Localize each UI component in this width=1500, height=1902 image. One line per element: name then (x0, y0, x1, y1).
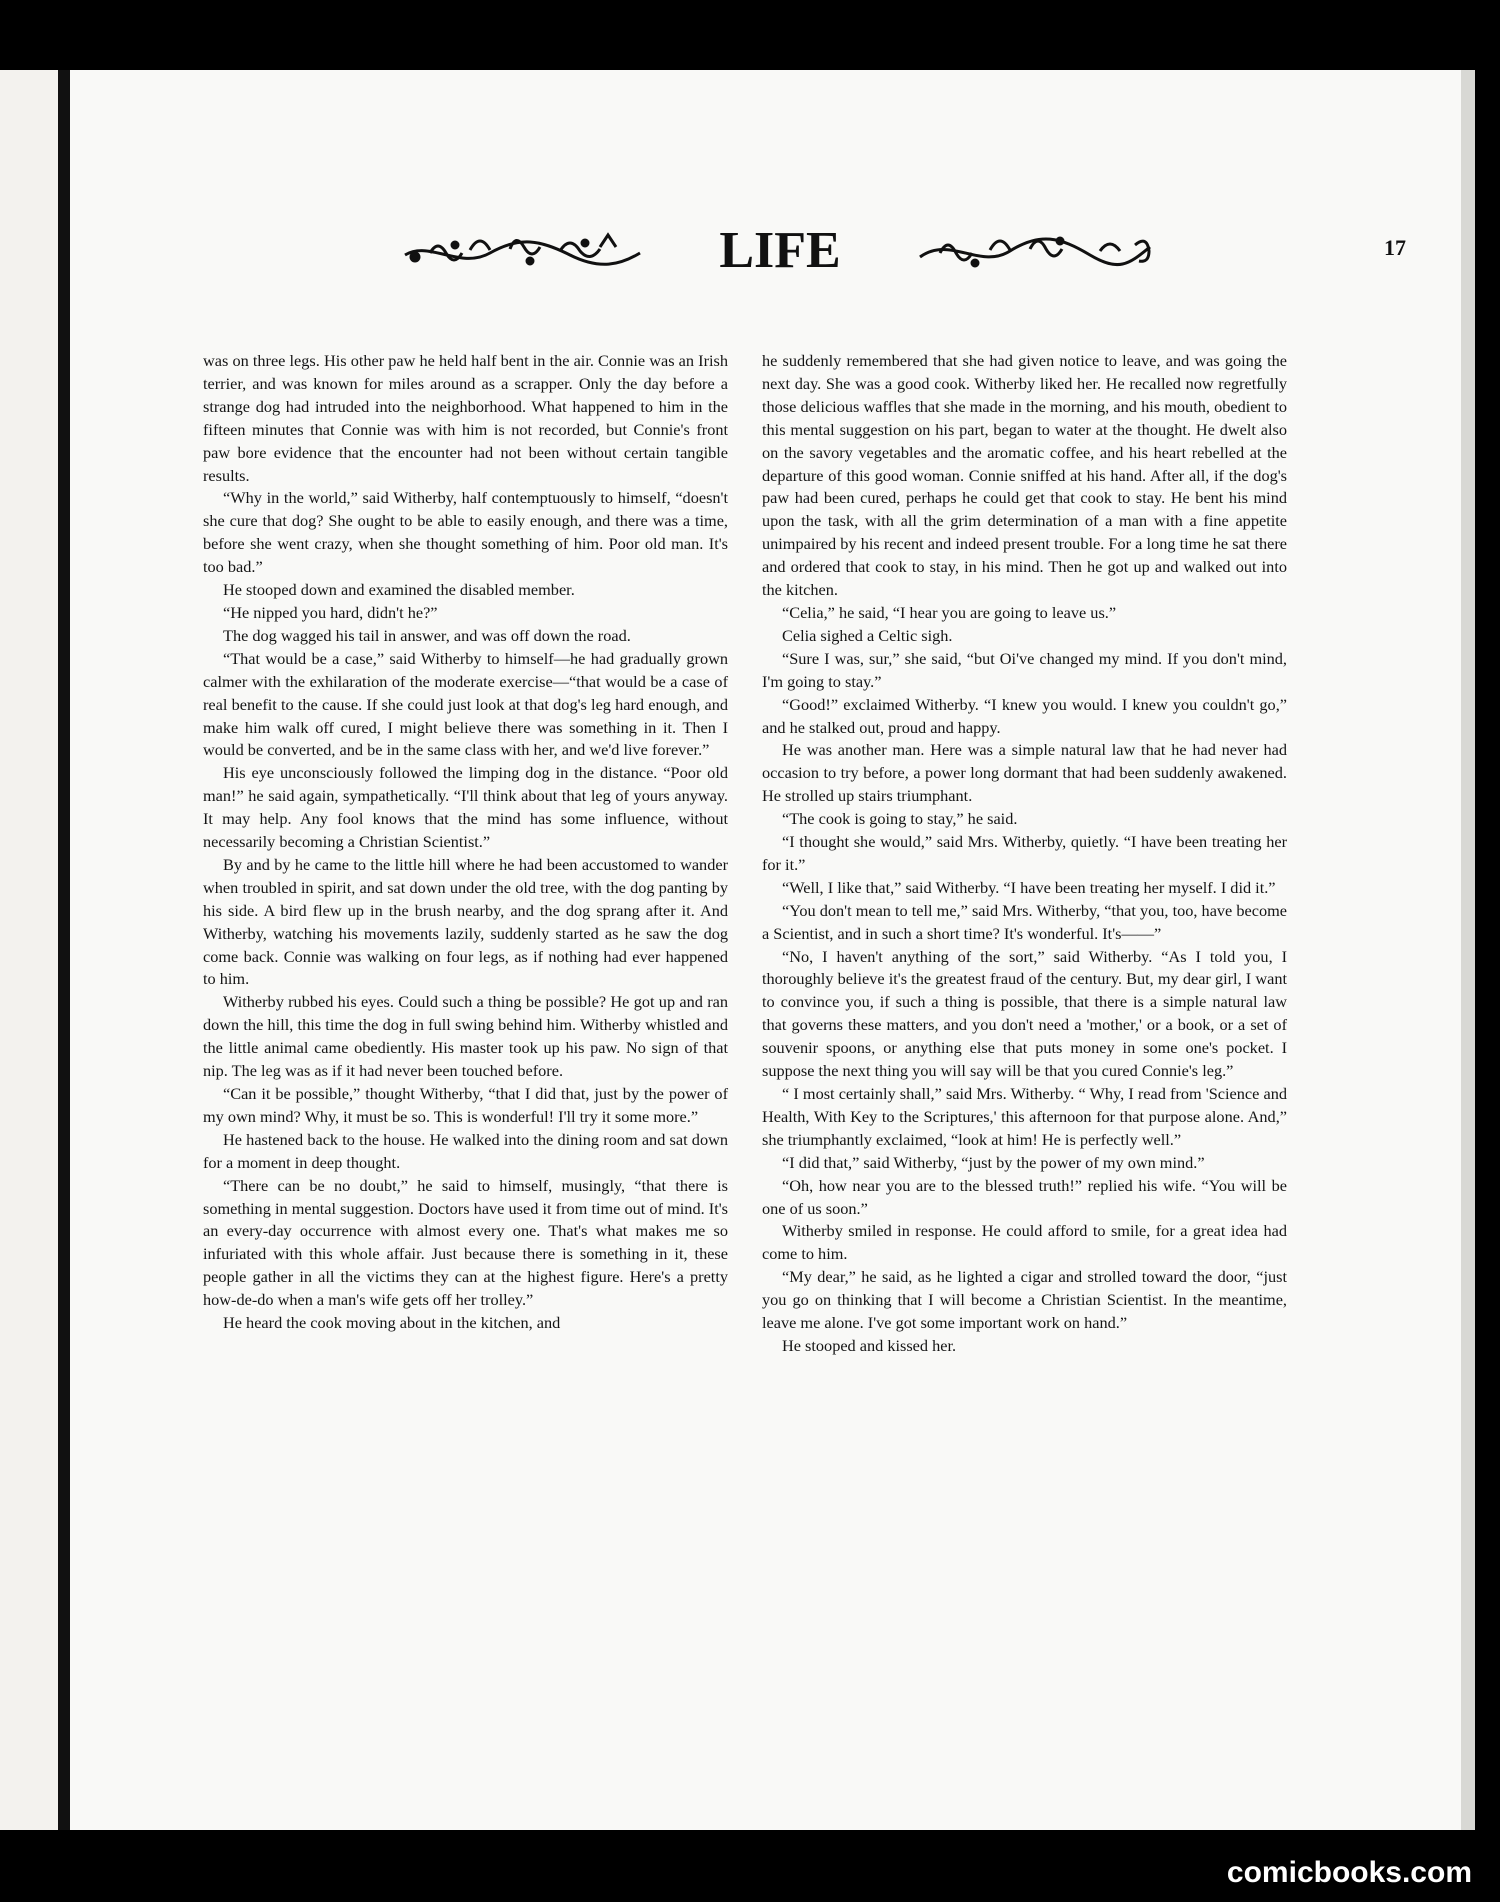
masthead-title: LIFE (719, 222, 841, 279)
paragraph: “My dear,” he said, as he lighted a cigar and strolled toward the door, “just you go on thinking that I will become a Christian Scientist. In the meantime, leave me alone. I've got some important work on hand.” (762, 1267, 1287, 1333)
paragraph: was on three legs. His other paw he held half bent in the air. Connie was an Irish terrier, and was known for miles around as a scrapper. Only the day before a strange dog had intruded into the neighborhood. What happened to him in the fifteen minutes that Connie was with him is not recorded, but Connie's front paw bore evidence that the encounter had not been without certain tangible results. (203, 351, 728, 485)
watermark: comicbooks.com (1226, 1856, 1472, 1889)
masthead (400, 205, 1160, 295)
paragraph: “No, I haven't anything of the sort,” said Witherby. “As I told you, I thoroughly believe it's the greatest fraud of the century. But, my dear girl, I want to convince you, if such a thing is possible, that there is a simple natural law that governs these matters, and you don't need a 'mother,' or a book, or a set of souvenir spoons, or anything else that puts money in some one's pocket. I suppose the next thing you will say will be that you cured Connie's leg.” (762, 946, 1287, 1081)
page-gutter (58, 70, 70, 1830)
paragraph: Witherby rubbed his eyes. Could such a thing be possible? He got up and ran down the hill, this time the dog in full swing behind him. Witherby whistled and the little animal came obediently. His master took up his paw. No sign of that nip. The leg was as if it had never been touched before. (203, 992, 728, 1081)
article-column-right (762, 350, 1287, 1358)
page-header (70, 205, 1461, 295)
paragraph: “I thought she would,” said Mrs. Witherby, quietly. “I have been treating her for it.” (762, 832, 1287, 874)
paragraph: “He nipped you hard, didn't he?” (223, 602, 438, 622)
paragraph: “Celia,” he said, “I hear you are going to leave us.” (782, 602, 1117, 622)
paragraph: “You don't mean to tell me,” said Mrs. Witherby, “that you, too, have become a Scientist, and in such a short time? It's wonderful. It's——” (762, 900, 1287, 943)
paragraph: “Why in the world,” said Witherby, half contemptuously to himself, “doesn't she cure that dog? She ought to be able to easily enough, and there was a time, before she went crazy, when she thought something of him. Poor old man. It's too bad.” (203, 488, 728, 577)
paragraph: Celia sighed a Celtic sigh. (782, 625, 953, 645)
paragraph: The dog wagged his tail in answer, and was off down the road. (223, 625, 631, 645)
paragraph: “The cook is going to stay,” he said. (782, 809, 1018, 829)
paragraph: “I did that,” said Witherby, “just by the power of my own mind.” (782, 1152, 1205, 1172)
paragraph: he suddenly remembered that she had given notice to leave, and was going the next day. She was a good cook. Witherby liked her. He recalled now regretfully those delicious waffles that she made in the morning, and his mouth, obedient to this mental suggestion on his part, began to water at the thought. He dwelt also on the savory vegetables and the aromatic coffee, and his heart rebelled at the departure of this good woman. Connie sniffed at his hand. After all, if the dog's paw had been cured, perhaps he could get that cook to stay. He bent his mind upon the task, with all the grim determination of a man with a fine appetite unimpaired by his recent and indeed present trouble. For a long time he sat there and ordered that cook to stay, in his mind. Then he got up and walked out into the kitchen. (762, 351, 1287, 600)
paragraph: He stooped and kissed her. (782, 1335, 957, 1355)
paragraph: He heard the cook moving about in the kitchen, and (223, 1313, 561, 1333)
paragraph: His eye unconsciously followed the limping dog in the distance. “Poor old man!” he said again, sympathetically. “I'll think about that leg of yours anyway. It may help. Any fool knows that the mind has some influence, without necessarily becoming a Christian Scientist.” (203, 763, 728, 852)
paragraph: “ I most certainly shall,” said Mrs. Witherby. “ Why, I read from 'Science and Health, With Key to the Scriptures,' this afternoon for that purpose alone. And,” she triumphantly exclaimed, “look at him! He is perfectly well.” (762, 1084, 1287, 1149)
paragraph: “That would be a case,” said Witherby to himself—he had gradually grown calmer with the exhilaration of the moderate exercise—“that would be a case of real benefit to the cause. If she could just look at that dog's leg hard enough, and make him walk off cured, I might believe there was something in it. Then I would be converted, and be in the same class with her, and we'd live forever.” (203, 648, 728, 760)
left-vine-ornament (405, 235, 640, 264)
masthead-ornament (400, 205, 1160, 295)
facing-page-edge (0, 70, 58, 1830)
paragraph: “There can be no doubt,” he said to himself, musingly, “that there is something in mental suggestion. Doctors have used it from time out of mind. It's an every-day occurrence with almost every one. That's what makes me so infuriated with this whole affair. Just because there is something in it, these people gather in all the victims they can at the highest figure. Here's a pretty how-de-do when a man's wife gets off her trolley.” (203, 1175, 728, 1310)
article-column-left (203, 350, 728, 1335)
paragraph: “Well, I like that,” said Witherby. “I have been treating her myself. I did it.” (782, 877, 1276, 897)
paragraph: “Oh, how near you are to the blessed truth!” replied his wife. “You will be one of us soon.” (762, 1175, 1287, 1218)
page-number: 17 (1384, 235, 1406, 260)
paragraph: “Can it be possible,” thought Witherby, “that I did that, just by the power of my own mind? Why, it must be so. This is wonderful! I'll try it some more.” (203, 1084, 728, 1126)
magazine-page (70, 70, 1475, 1830)
paragraph: “Sure I was, sur,” she said, “but Oi've changed my mind. If you don't mind, I'm going to stay.” (762, 648, 1287, 691)
paragraph: He was another man. Here was a simple natural law that he had never had occasion to try before, a power long dormant that had been suddenly awakened. He strolled up stairs triumphant. (762, 740, 1287, 806)
paragraph: He hastened back to the house. He walked into the dining room and sat down for a moment in deep thought. (203, 1129, 728, 1172)
right-vine-ornament (920, 238, 1150, 266)
paragraph: Witherby smiled in response. He could afford to smile, for a great idea had come to him. (762, 1221, 1287, 1264)
paragraph: He stooped down and examined the disabled member. (223, 580, 575, 600)
paragraph: “Good!” exclaimed Witherby. “I knew you would. I knew you couldn't go,” and he stalked out, proud and happy. (762, 694, 1287, 737)
paragraph: By and by he came to the little hill where he had been accustomed to wander when troubled in spirit, and sat down under the old tree, with the dog panting by his side. A bird flew up in the brush nearby, and the dog sprang after it. And Witherby, watching his movements lazily, suddenly started as he saw the dog come back. Connie was walking on four legs, as if nothing had ever happened to him. (203, 854, 728, 989)
